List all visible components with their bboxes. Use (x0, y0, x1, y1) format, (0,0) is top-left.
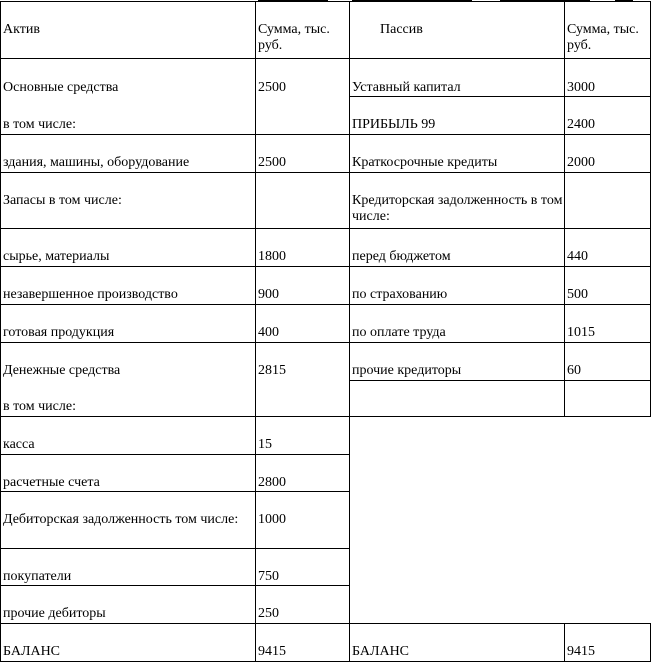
aktiv-cell: незавершенное производство (1, 267, 256, 305)
table-row (1, 135, 651, 173)
passiv-sum-cell: 60 (565, 343, 651, 381)
aktiv-sum-cell: 400 (256, 305, 350, 343)
table-row (1, 267, 651, 305)
passiv-sum-cell: 2000 (565, 135, 651, 173)
passiv-cell: Кредиторская задолженность в том числе: (350, 173, 565, 229)
table-row (1, 343, 651, 381)
passiv-cell: прочие кредиторы (350, 343, 565, 381)
passiv-sum-cell: 2400 (565, 97, 651, 135)
passiv-sum-cell (565, 173, 651, 229)
aktiv-cell: Запасы в том числе: (1, 173, 256, 229)
aktiv-sum-cell: 15 (256, 417, 350, 455)
table-row (1, 229, 651, 267)
total-passiv-sum: 9415 (565, 624, 651, 662)
aktiv-sum-cell: 900 (256, 267, 350, 305)
aktiv-cell: здания, машины, оборудование (1, 135, 256, 173)
total-aktiv-sum: 9415 (256, 624, 350, 662)
aktiv-cell: касса (1, 417, 256, 455)
balance-total-row (1, 624, 651, 662)
total-passiv-label: БАЛАНС (350, 624, 565, 662)
aktiv-cell: Основные средства в том числе: (1, 59, 256, 135)
header-passiv: Пассив (350, 2, 565, 59)
empty-passiv-area (350, 417, 651, 624)
aktiv-sum-cell: 2800 (256, 455, 350, 492)
aktiv-sum-cell: 1800 (256, 229, 350, 267)
header-aktiv: Актив (1, 2, 256, 59)
passiv-sum-cell: 3000 (565, 59, 651, 97)
passiv-cell-empty (350, 381, 565, 417)
passiv-cell: перед бюджетом (350, 229, 565, 267)
aktiv-cell: прочие дебиторы (1, 586, 256, 624)
aktiv-sum-cell: 2500 (256, 135, 350, 173)
aktiv-sum-cell (256, 173, 350, 229)
aktiv-sum-cell: 1000 (256, 492, 350, 549)
table-row (1, 305, 651, 343)
passiv-sum-cell: 500 (565, 267, 651, 305)
table-row (1, 417, 651, 455)
aktiv-cell: сырье, материалы (1, 229, 256, 267)
passiv-cell: по оплате труда (350, 305, 565, 343)
aktiv-cell: Дебиторская задолженность том числе: (1, 492, 256, 549)
table-header-row (1, 2, 651, 59)
aktiv-cell: расчетные счета (1, 455, 256, 492)
passiv-sum-cell: 1015 (565, 305, 651, 343)
aktiv-sum-cell: 250 (256, 586, 350, 624)
aktiv-cell: Денежные средства в том числе: (1, 343, 256, 417)
aktiv-cell: покупатели (1, 549, 256, 586)
table-row (1, 173, 651, 229)
aktiv-sum-cell: 2500 (256, 59, 350, 135)
header-summa-aktiv: Сумма, тыс. руб. (256, 2, 350, 59)
passiv-sum-cell-empty (565, 381, 651, 417)
passiv-cell: Краткосрочные кредиты (350, 135, 565, 173)
aktiv-cell: готовая продукция (1, 305, 256, 343)
header-summa-passiv: Сумма, тыс. руб. (565, 2, 651, 59)
total-aktiv-label: БАЛАНС (1, 624, 256, 662)
aktiv-sum-cell: 2815 (256, 343, 350, 417)
balance-sheet-table (0, 1, 651, 662)
passiv-cell: Уставный капитал (350, 59, 565, 97)
passiv-cell: ПРИБЫЛЬ 99 (350, 97, 565, 135)
passiv-sum-cell: 440 (565, 229, 651, 267)
table-row (1, 59, 651, 97)
aktiv-sum-cell: 750 (256, 549, 350, 586)
passiv-cell: по страхованию (350, 267, 565, 305)
